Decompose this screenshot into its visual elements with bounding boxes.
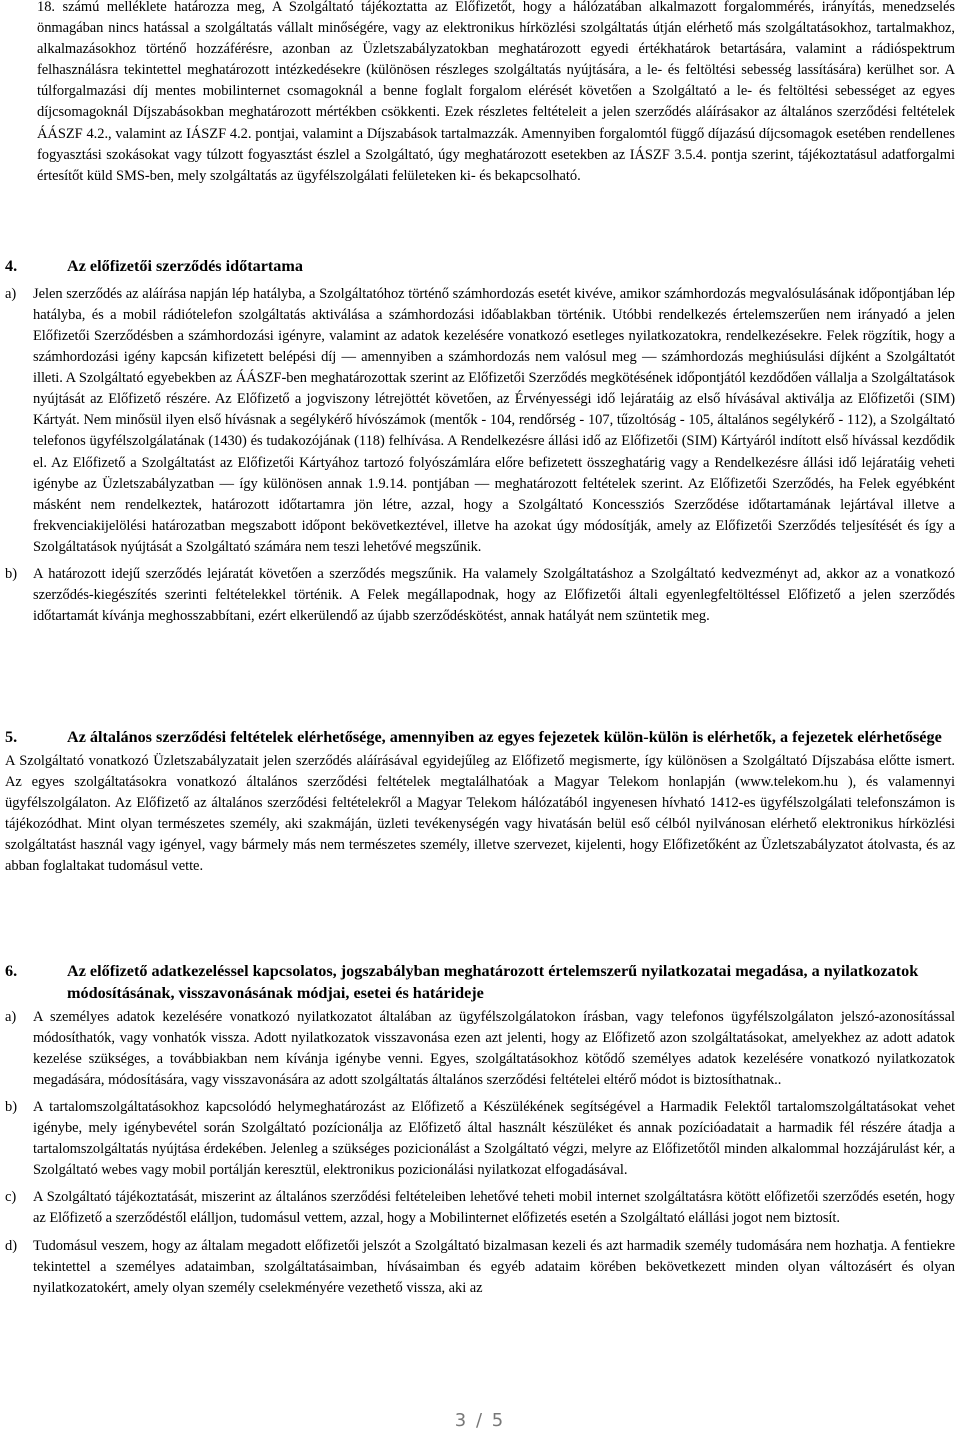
item-text: A Szolgáltató tájékoztatását, miszerint az általános szerződési feltételeiben lehetővé teheti mobil internet szolgáltatásra kötött előfizetői szerződés esetén, hogy az Előfizető a szerződéstől elálljon, tudomásul vettem, azzal, hogy a Mobilinternet előfizetés esetén a Szolgáltató elállási jogot nem biztosít. (33, 1189, 955, 1227)
list-item (5, 284, 955, 558)
list-item (5, 1097, 955, 1181)
item-text: A tartalomszolgáltatásokhoz kapcsolódó helymeghatározást az Előfizető a Készülékének segítségével a Harmadik Felektől tartalomszolgáltatásokat vehet igénybe, mely igénybevétel során Szolgáltató pozícionálja az Előfizető által használt készüléket és annak pozícióadatait a harmadik fél részére átadja a tartalomszolgáltatás nyújtása érdekében. Jelenleg a szükséges pozicionálást a Szolgáltató végzi, melyre az Előfizetőtől minden alkalommal hozzájárulást kér, a Szolgáltató webes vagy mobil portálján keresztül, elektronikus pozicionálási nyilatkozat elfogadásával. (33, 1098, 955, 1179)
item-label: a) (5, 1008, 17, 1025)
intro-paragraph: 18. számú melléklete határozza meg, A Szolgáltató tájékoztatta az Előfizetőt, hogy a hálózatában alkalmazott forgalommérés, irányítás, menedzselés önmagában nincs hatással a szolgáltatás vállalt minőségére, vagy az elektronikus hírközlési szolgáltatás útján elérhető más szolgáltatásokhoz, tartalmakhoz, alkalmazásokhoz történő hozzáférésre, azonban az Üzletszabályzatokban meghatározott egyedi értékhatárok betartására, valamint a rádióspektrum felhasználásra tekintettel meghatározott intézkedésekre (különösen részleges szolgáltatás nyújtására, a le- és feltöltési sebesség lassítására) kerülhet sor. A túlforgalmazási díj mentes mobilinternet csomagoknál a benne foglalt forgalom elérését követően a Szolgáltató a le- és feltöltési sebességet az egyes díjcsomagoknál Díjszabásokban meghatározott mértékben csökkenti. Ezek részletes feltételeit a jelen szerződés aláírásakor az általános szerződési feltételek ÁÁSZF 4.2., valamint az IÁSZF 4.2. pontjai, valamint a Díjszabások tartalmazzák. Amennyiben forgalomtól függő díjazású díjcsomagok esetében rendellenes fogyasztási szokásokat vagy túlzott fogyasztást észlel a Szolgáltató, úgy meghatározott esetekben az IÁSZF 3.5.4. pontja szerint, tájékoztatásul adatforgalmi értesítőt küld SMS-ben, mely szolgáltatás az ügyfélszolgálati felületeken ki- és bekapcsolható. (37, 0, 955, 184)
section-heading (5, 256, 955, 278)
item-label: c) (5, 1189, 17, 1206)
section-title: Az általános szerződési feltételek elérhetősége, amennyiben az egyes fejezetek külön-külön is elérhetők, a fejezetek elérhetősége (67, 728, 942, 746)
page-number: 3 / 5 (454, 1410, 506, 1431)
section-number: 6. (5, 962, 18, 980)
list-item (5, 1236, 955, 1299)
section-number: 4. (5, 257, 18, 275)
section-5 (5, 727, 955, 877)
list-item (5, 1007, 955, 1091)
section-heading (5, 961, 955, 1005)
section-title: Az előfizetői szerződés időtartama (67, 257, 303, 275)
section-body: A Szolgáltató vonatkozó Üzletszabályzatait jelen szerződés aláírásával egyidejűleg az Előfizető megismerte, így különösen a Szolgáltató Díjszabása előtte ismert. Az egyes szolgáltatásokra vonatkozó általános szerződési feltételek megtalálhatóak a Magyar Telekom honlapján (www.telekom.hu ), és valamennyi ügyfélszolgálaton. Az Előfizető az általános szerződési feltételekről a Magyar Telekom hálózatából ingyenesen hívható 1412-es ügyfélszolgálati telefonszámon is tájékozódhat. Mint olyan természetes személy, aki szakmáján, üzleti tevékenységén vagy hivatásán belül eső célból nyilvánosan elérhető elektronikus hírközlési szolgáltatást használ vagy igényel, vagy bármely más nem természetes személy, illetve szervezet, kijelenti, hogy Előfizetőként az Üzletszabályzatot átolvasta, és az abban foglaltakat tudomásul vette. (5, 752, 955, 875)
item-label: d) (5, 1237, 17, 1254)
item-text: Tudomásul veszem, hogy az általam megadott előfizetői jelszót a Szolgáltató bizalmasan kezeli és azt harmadik személy tudomására nem hozhatja. A fentiekre tekintettel a személyes adataimban, szolgáltatásaimban, hívásaimban és egyéb adataim körében bekövetkezett minden olyan változásért és olyan nyilatkozatokért, amely olyan személy cselekményére vezethető vissza, aki az (33, 1237, 955, 1296)
section-4 (5, 256, 955, 627)
list-item (5, 564, 955, 627)
item-text: A határozott idejű szerződés lejáratát követően a szerződés megszűnik. Ha valamely Szolgáltatáshoz a Szolgáltató kedvezményt ad, akkor az a vonatkozó szerződés-kiegészítés szerinti feltételekkel történik. A Felek megállapodnak, hogy az Előfizetői általi egyenlegfeltöltéssel Előfizető a jelen szerződés időtartamát kívánja meghosszabbítani, ezért elkerülendő az újabb szerződéskötést, annak hatályát nem szüntetik meg. (33, 566, 955, 625)
item-label: b) (5, 566, 17, 583)
section-title: Az előfizető adatkezeléssel kapcsolatos, jogszabályban meghatározott értelemszerű nyilatkozatai megadása, a nyilatkozatok módosításának, visszavonásának módjai, esetei és határideje (67, 962, 919, 1002)
section-number: 5. (5, 728, 18, 746)
list-item (5, 1187, 955, 1229)
section-6 (5, 961, 955, 1299)
item-label: b) (5, 1098, 17, 1115)
item-label: a) (5, 285, 17, 302)
item-text: A személyes adatok kezelésére vonatkozó nyilatkozatot általában az ügyfélszolgálatokon írásban, vagy telefonos ügyfélszolgálaton jelszó-azonosítással módosíthatók, vagy vonhatók vissza. Adott nyilatkozatok visszavonása ezen azt jelenti, hogy az Előfizető azon szolgáltatásokat, amelyekhez az adott adatok kezelése szükséges, a továbbiakban nem kívánja igénybe venni. Egyes, szolgáltatásokhoz kötődő személyes adatok kezelésére vonatkozó nyilatkozatok megadására, módosítására, vagy visszavonására az adott szolgáltatás általános szerződési feltételei eltérő módot is biztosíthatnak.. (33, 1008, 955, 1088)
item-text: Jelen szerződés az aláírása napján lép hatályba, a Szolgáltatóhoz történő számhordozás esetét kivéve, amikor számhordozás megvalósulásának időpontjában lép hatályba, és a mobil rádiótelefon szolgáltatás aktiválása a számhordozási időablakban történik. Utóbbi rendelkezés értelemszerűen nem irányadó a jelen Előfizetői Szerződésben a számhordozási igényre, valamint az adatok kezelésére vonatkozó esetleges nyilatkozatokra, rendelkezésekre. Felek rögzítik, hogy a számhordozási igény kapcsán kifizetett belépési díj — amennyiben a számhordozás nem valósul meg — számhordozás meghiúsulási díjként a Szolgáltatót illeti. A Szolgáltató egyebekben az ÁÁSZF-ben meghatározottak szerint az Előfizetői Szerződés megkötésének időpontjától kezdődően vállalja a Szolgáltatások nyújtását az Előfizető részére. Az Előfizető a jogviszony létrejöttét követően, az Érvényességi idő lejáratáig az első hívásával aktiválja az Előfizetői (SIM) Kártyát. Nem minősül ilyen első hívásnak a segélykérő hívószámok (mentők - 104, rendőrség - 107, tűzoltóság - 105, általános segélykérő - 112), a Szolgáltató telefonos ügyfélszolgálatának (1430) és tudakozójának (118) felhívása. A Rendelkezésre állási idő az Előfizetői (SIM) Kártyáról indított első hívással kezdődik el. Az Előfizető a Szolgáltatást az Előfizetői Kártyához tartozó folyószámlára előre befizetett összeghatárig vagy a Rendelkezésre állási idő lejáratáig veheti igénybe az Üzletszabályzatban — így különösen annak 1.9.14. pontjában — meghatározott feltételek szerint. Az Előfizetői Szerződés, ha Felek egyébként másként nem rendelkeztek, határozott időtartamra jön létre, azzal, hogy a Szolgáltató Koncessziós Szerződése időtartamának lejártával illetve a frekvenciakijelölési határozatban megszabott időpont bekövetkeztével, illetve ha azokat úgy módosítják, amely az Előfizetői Szerződés teljesítését és így a Szolgáltatások nyújtását a Szolgáltató számára nem teszi lehetővé megszűnik. (33, 285, 955, 555)
section-heading (5, 727, 955, 749)
